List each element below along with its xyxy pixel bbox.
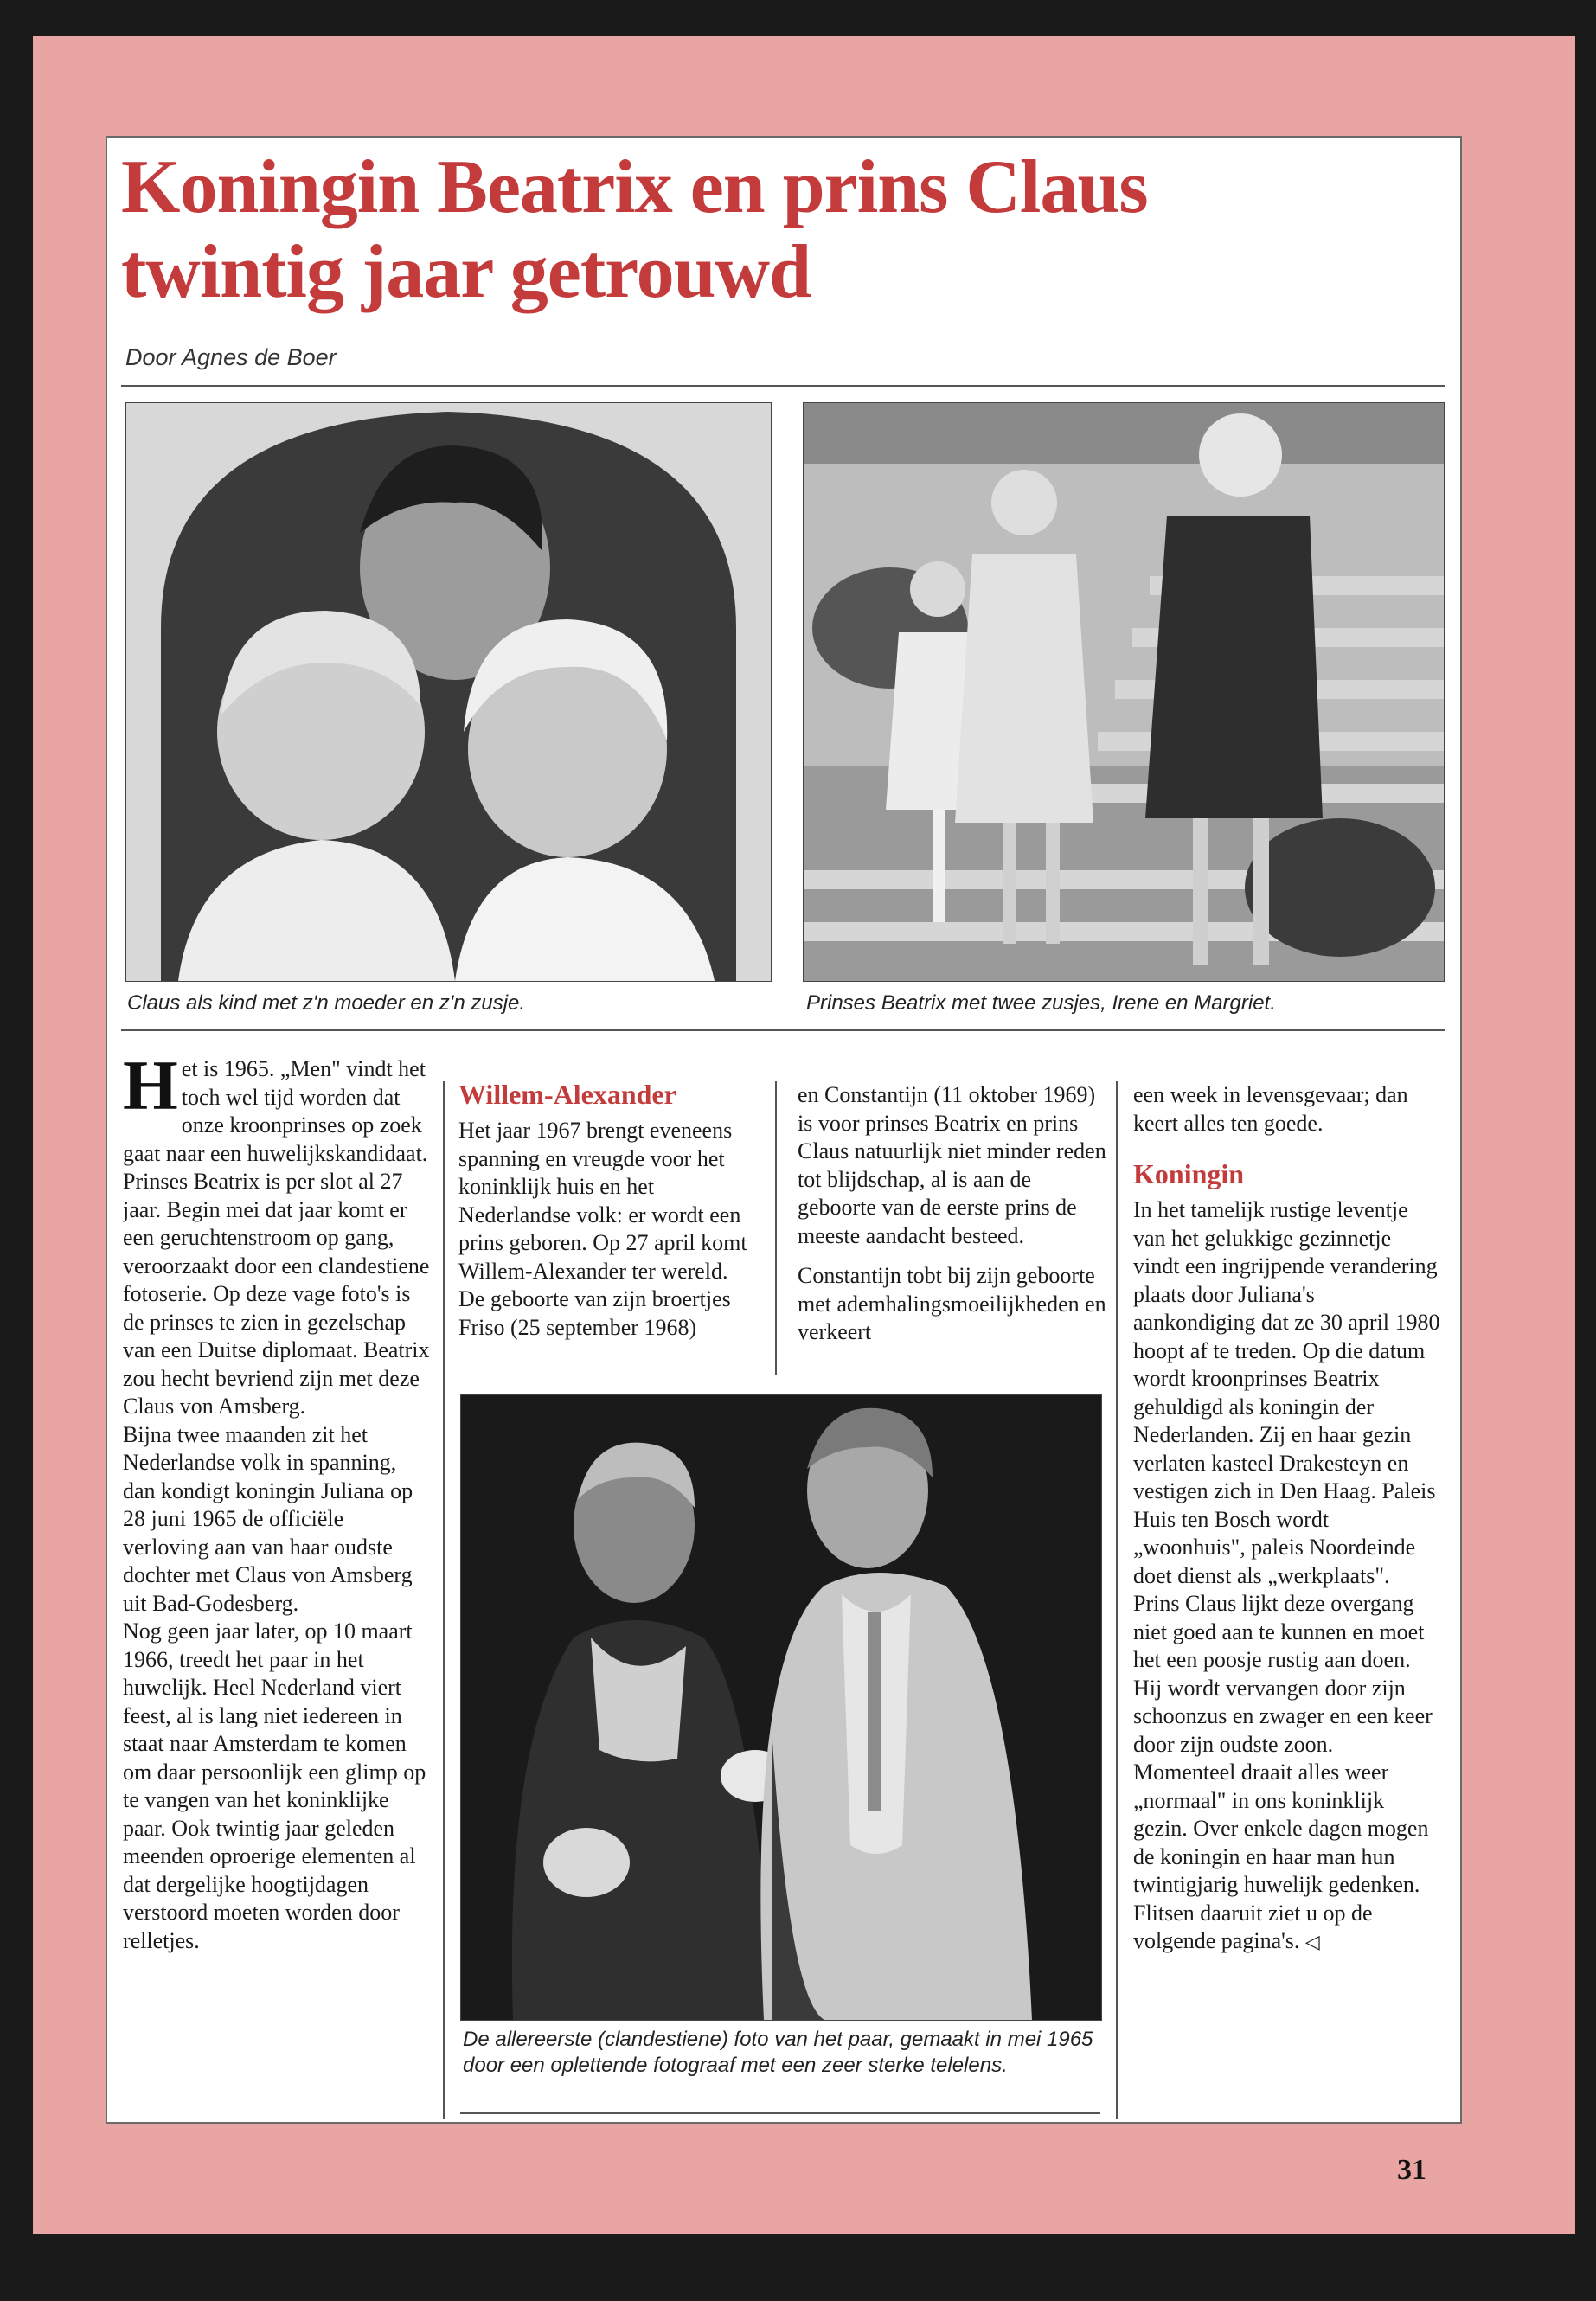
col1-paragraph-3: Nog geen jaar later, op 10 maart 1966, treedt het paar in het huwelijk. Heel Nederland viert feest, al is lang niet iedereen in staat naar Amsterdam te komen om daar persoonlijk een glimp op te vangen van het koninklijke paar. Ook twintig jaar geleden meenden oproerige elementen al dat dergelijke hoogtijdagen verstoord moeten worden door relletjes. bbox=[123, 1618, 426, 1953]
beatrix-sisters-photo-art bbox=[804, 403, 1444, 981]
drop-cap: H bbox=[123, 1055, 178, 1125]
column-2 bbox=[458, 1077, 757, 1388]
subhead-koningin: Koningin bbox=[1133, 1158, 1245, 1189]
claus-family-photo bbox=[125, 402, 772, 982]
col1-paragraph-1: et is 1965. „Men" vindt het toch wel tijd worden dat onze kroonprinses op zoek gaat naar een huwelijkskandidaat. Prinses Beatrix is per slot al 27 jaar. Begin mei dat jaar komt er een geruchtenstroom op gang, veroorzaakt door een clandestiene fotoserie. Op deze vage foto's is de prinses te zien in gezelschap van een Duitse diplomaat. Beatrix zou hecht bevriend zijn met deze Claus von Amsberg. bbox=[123, 1056, 430, 1419]
title-rule bbox=[121, 385, 1445, 387]
column-divider-2 bbox=[775, 1081, 777, 1375]
page-number: 31 bbox=[1397, 2154, 1426, 2186]
beatrix-sisters-caption: Prinses Beatrix met twee zusjes, Irene en Margriet. bbox=[806, 991, 1276, 1015]
article-title bbox=[121, 145, 1349, 315]
column-divider-1 bbox=[443, 1081, 445, 2119]
claus-family-photo-art bbox=[126, 403, 771, 981]
col4-paragraph-4 bbox=[1133, 1759, 1440, 1958]
title-line-1: Koningin Beatrix en prins Claus bbox=[121, 145, 1148, 229]
column-3 bbox=[798, 1081, 1109, 1384]
photo-rule bbox=[121, 1029, 1445, 1031]
col4-paragraph-4-text: Momenteel draait alles weer „normaal" in ons koninklijk gezin. Over enkele dagen mogen de koningin en haar man hun twintigjarig huwelijk gedenken. Flitsen daaruit ziet u op de volgende pagina's. bbox=[1133, 1759, 1429, 1953]
subhead-willem-alexander: Willem-Alexander bbox=[458, 1079, 676, 1110]
col2-paragraph-1: Het jaar 1967 brengt eveneens spanning en vreugde voor het koninklijk huis en het Nederlandse volk: er wordt een prins geboren. Op 27 april komt Willem-Alexander ter wereld. De geboorte van zijn broertjes Friso (25 september 1968) bbox=[458, 1118, 747, 1340]
byline: Door Agnes de Boer bbox=[125, 344, 337, 370]
column-divider-3 bbox=[1116, 1081, 1118, 2119]
col3-paragraph-1: en Constantijn (11 oktober 1969) is voor prinses Beatrix en prins Claus natuurlijk niet minder reden tot blijdschap, al is aan de geboorte van de eerste prins de meeste aandacht besteed. bbox=[798, 1082, 1106, 1248]
col3-paragraph-2: Constantijn tobt bij zijn geboorte met ademhalingsmoeilijkheden en verkeert bbox=[798, 1263, 1106, 1344]
col1-paragraph-2: Bijna twee maanden zit het Nederlandse volk in spanning, dan kondigt koningin Juliana op 28 juni 1965 de officiële verloving aan van haar oudste dochter met Claus von Amsberg uit Bad-Godesberg. bbox=[123, 1421, 413, 1616]
col4-paragraph-3: Prins Claus lijkt deze overgang niet goed aan te kunnen en moet het een poosje rustig aan doen. Hij wordt vervangen door zijn schoonzus en zwager en een keer door zijn oudste zoon. bbox=[1133, 1591, 1433, 1757]
claus-family-caption: Claus als kind met z'n moeder en z'n zusje. bbox=[127, 991, 526, 1015]
title-line-2: twintig jaar getrouwd bbox=[121, 230, 811, 314]
caption-rule bbox=[460, 2112, 1100, 2114]
column-4 bbox=[1133, 1081, 1440, 2128]
col4-paragraph-1: een week in levensgevaar; dan keert alles ten goede. bbox=[1133, 1082, 1408, 1136]
couple-photo-art bbox=[461, 1395, 1101, 2020]
couple-caption: De allereerste (clandestiene) foto van het paar, gemaakt in mei 1965 door een oplettende fotograaf met een zeer sterke telelens. bbox=[463, 2028, 1093, 2077]
column-1 bbox=[123, 1055, 430, 2128]
beatrix-sisters-photo bbox=[803, 402, 1445, 982]
end-mark-icon: ◁ bbox=[1304, 1932, 1320, 1953]
couple-photo bbox=[460, 1394, 1102, 2021]
col4-paragraph-2: In het tamelijk rustige leventje van het gelukkige gezinnetje vindt een ingrijpende verandering plaats door Juliana's aankondiging dat ze 30 april 1980 hoopt af te treden. Op die datum wordt kroonprinses Beatrix gehuldigd als koningin der Nederlanden. Zij en haar gezin verlaten kasteel Drakesteyn en vestigen zich in Den Haag. Paleis Huis ten Bosch wordt „woonhuis", paleis Noordeinde doet dienst als „werkplaats". bbox=[1133, 1197, 1440, 1588]
